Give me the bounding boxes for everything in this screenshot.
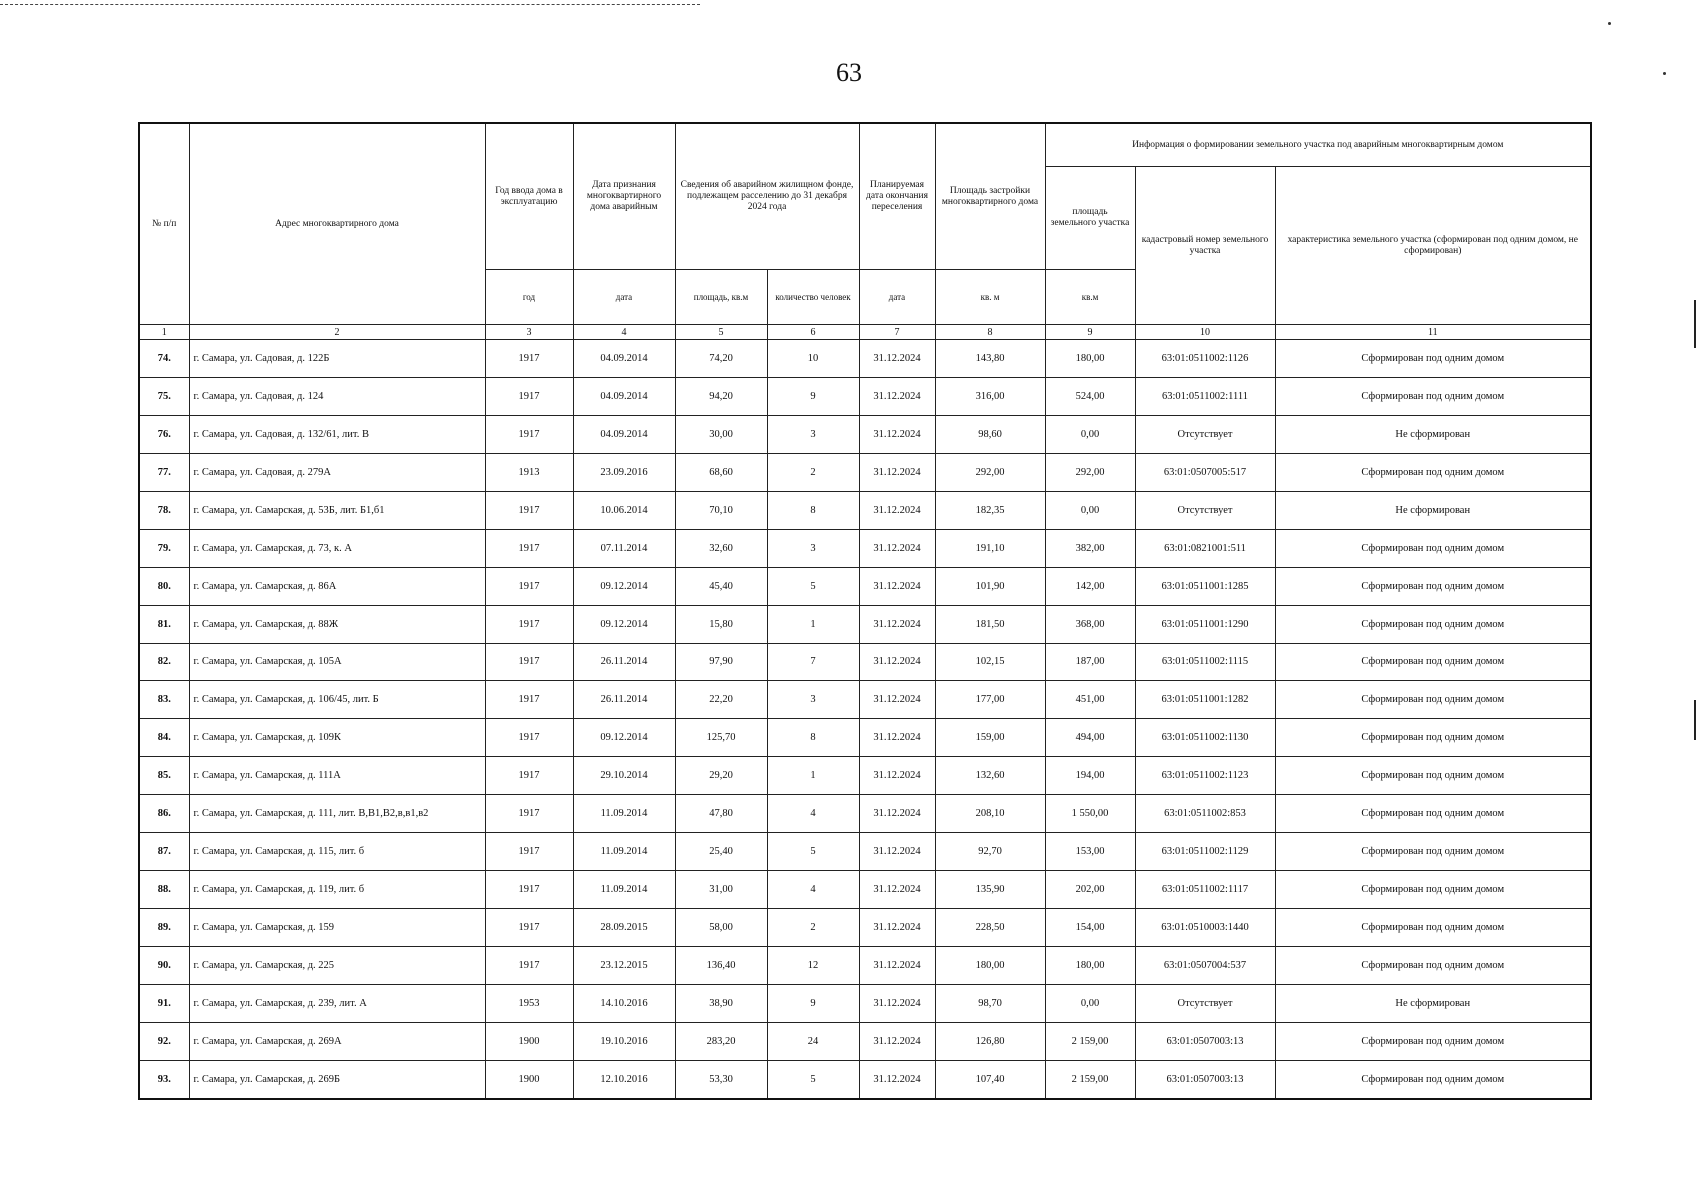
column-number: 8	[935, 325, 1045, 340]
land-status-cell: Сформирован под одним домом	[1275, 1060, 1591, 1099]
address-cell: г. Самара, ул. Самарская, д. 105А	[189, 643, 485, 681]
row-number: 85.	[139, 757, 189, 795]
table-row	[139, 871, 1591, 909]
table-row	[139, 757, 1591, 795]
cadastral-number-cell: 63:01:0507003:13	[1135, 1022, 1275, 1060]
address-cell: г. Самара, ул. Самарская, д. 53Б, лит. Б1,б1	[189, 491, 485, 529]
recognition-date-cell: 26.11.2014	[573, 643, 675, 681]
address-cell: г. Самара, ул. Самарская, д. 111, лит. В,В1,В2,в,в1,в2	[189, 795, 485, 833]
year-cell: 1917	[485, 757, 573, 795]
area-cell: 47,80	[675, 795, 767, 833]
address-cell: г. Самара, ул. Самарская, д. 225	[189, 947, 485, 985]
area-cell: 74,20	[675, 340, 767, 378]
cadastral-number-cell: Отсутствует	[1135, 984, 1275, 1022]
header-emergency-fund: Сведения об аварийном жилищном фонде, подлежащем расселению до 31 декабря 2024 года	[675, 123, 859, 270]
recognition-date-cell: 14.10.2016	[573, 984, 675, 1022]
table-row	[139, 529, 1591, 567]
land-area-cell: 154,00	[1045, 909, 1135, 947]
table-row	[139, 605, 1591, 643]
building-area-cell: 132,60	[935, 757, 1045, 795]
row-number: 74.	[139, 340, 189, 378]
planned-date-cell: 31.12.2024	[859, 984, 935, 1022]
people-cell: 2	[767, 453, 859, 491]
year-cell: 1917	[485, 909, 573, 947]
recognition-date-cell: 04.09.2014	[573, 340, 675, 378]
planned-date-cell: 31.12.2024	[859, 947, 935, 985]
scan-edge-mark	[1694, 700, 1696, 740]
year-cell: 1917	[485, 719, 573, 757]
cadastral-number-cell: 63:01:0511002:1129	[1135, 833, 1275, 871]
land-area-cell: 2 159,00	[1045, 1022, 1135, 1060]
cadastral-number-cell: 63:01:0511002:1117	[1135, 871, 1275, 909]
column-number: 11	[1275, 325, 1591, 340]
cadastral-number-cell: Отсутствует	[1135, 415, 1275, 453]
land-status-cell: Сформирован под одним домом	[1275, 947, 1591, 985]
column-number: 10	[1135, 325, 1275, 340]
land-status-cell: Сформирован под одним домом	[1275, 340, 1591, 378]
building-area-cell: 208,10	[935, 795, 1045, 833]
row-number: 81.	[139, 605, 189, 643]
header-land-area: площадь земельного участка	[1045, 167, 1135, 270]
planned-date-cell: 31.12.2024	[859, 567, 935, 605]
table-row	[139, 795, 1591, 833]
cadastral-number-cell: 63:01:0511001:1290	[1135, 605, 1275, 643]
recognition-date-cell: 11.09.2014	[573, 871, 675, 909]
cadastral-number-cell: 63:01:0511001:1285	[1135, 567, 1275, 605]
land-area-cell: 142,00	[1045, 567, 1135, 605]
planned-date-cell: 31.12.2024	[859, 871, 935, 909]
people-cell: 3	[767, 415, 859, 453]
planned-date-cell: 31.12.2024	[859, 681, 935, 719]
planned-date-cell: 31.12.2024	[859, 1060, 935, 1099]
year-cell: 1917	[485, 833, 573, 871]
address-cell: г. Самара, ул. Самарская, д. 269А	[189, 1022, 485, 1060]
table-row	[139, 491, 1591, 529]
cadastral-number-cell: 63:01:0507004:537	[1135, 947, 1275, 985]
address-cell: г. Самара, ул. Садовая, д. 279А	[189, 453, 485, 491]
year-cell: 1917	[485, 795, 573, 833]
planned-date-cell: 31.12.2024	[859, 833, 935, 871]
table-row	[139, 1060, 1591, 1099]
people-cell: 1	[767, 757, 859, 795]
column-number: 6	[767, 325, 859, 340]
row-number: 83.	[139, 681, 189, 719]
land-area-cell: 180,00	[1045, 947, 1135, 985]
building-area-cell: 143,80	[935, 340, 1045, 378]
address-cell: г. Самара, ул. Садовая, д. 124	[189, 377, 485, 415]
table-row	[139, 681, 1591, 719]
building-area-cell: 126,80	[935, 1022, 1045, 1060]
recognition-date-cell: 29.10.2014	[573, 757, 675, 795]
table-row	[139, 377, 1591, 415]
people-cell: 9	[767, 377, 859, 415]
cadastral-number-cell: 63:01:0511002:1111	[1135, 377, 1275, 415]
column-number: 9	[1045, 325, 1135, 340]
planned-date-cell: 31.12.2024	[859, 491, 935, 529]
recognition-date-cell: 23.09.2016	[573, 453, 675, 491]
land-area-cell: 368,00	[1045, 605, 1135, 643]
land-area-cell: 202,00	[1045, 871, 1135, 909]
recognition-date-cell: 11.09.2014	[573, 795, 675, 833]
people-cell: 1	[767, 605, 859, 643]
unit-date: дата	[573, 270, 675, 325]
unit-year: год	[485, 270, 573, 325]
land-status-cell: Сформирован под одним домом	[1275, 871, 1591, 909]
address-cell: г. Самара, ул. Самарская, д. 239, лит. А	[189, 984, 485, 1022]
area-cell: 68,60	[675, 453, 767, 491]
page-number: 63	[836, 58, 862, 87]
address-cell: г. Самара, ул. Самарская, д. 119, лит. б	[189, 871, 485, 909]
address-cell: г. Самара, ул. Самарская, д. 88Ж	[189, 605, 485, 643]
cadastral-number-cell: 63:01:0510003:1440	[1135, 909, 1275, 947]
unit-building: кв. м	[935, 270, 1045, 325]
column-number: 3	[485, 325, 573, 340]
year-cell: 1900	[485, 1060, 573, 1099]
land-area-cell: 187,00	[1045, 643, 1135, 681]
table-body	[139, 340, 1591, 1100]
building-area-cell: 180,00	[935, 947, 1045, 985]
area-cell: 15,80	[675, 605, 767, 643]
address-cell: г. Самара, ул. Садовая, д. 122Б	[189, 340, 485, 378]
area-cell: 53,30	[675, 1060, 767, 1099]
land-status-cell: Сформирован под одним домом	[1275, 377, 1591, 415]
people-cell: 7	[767, 643, 859, 681]
people-cell: 2	[767, 909, 859, 947]
building-area-cell: 102,15	[935, 643, 1045, 681]
people-cell: 5	[767, 567, 859, 605]
row-number: 93.	[139, 1060, 189, 1099]
table-row	[139, 1022, 1591, 1060]
year-cell: 1917	[485, 529, 573, 567]
building-area-cell: 98,70	[935, 984, 1045, 1022]
land-status-cell: Сформирован под одним домом	[1275, 909, 1591, 947]
land-area-cell: 524,00	[1045, 377, 1135, 415]
people-cell: 8	[767, 491, 859, 529]
row-number: 82.	[139, 643, 189, 681]
building-area-cell: 191,10	[935, 529, 1045, 567]
recognition-date-cell: 23.12.2015	[573, 947, 675, 985]
land-area-cell: 382,00	[1045, 529, 1135, 567]
building-area-cell: 182,35	[935, 491, 1045, 529]
people-cell: 24	[767, 1022, 859, 1060]
year-cell: 1917	[485, 947, 573, 985]
row-number: 87.	[139, 833, 189, 871]
address-cell: г. Самара, ул. Самарская, д. 111А	[189, 757, 485, 795]
area-cell: 283,20	[675, 1022, 767, 1060]
table-row	[139, 719, 1591, 757]
header-cadastral: кадастровый номер земельного участка	[1135, 167, 1275, 325]
table-row	[139, 909, 1591, 947]
land-status-cell: Сформирован под одним домом	[1275, 529, 1591, 567]
row-number: 84.	[139, 719, 189, 757]
land-area-cell: 0,00	[1045, 415, 1135, 453]
land-area-cell: 0,00	[1045, 491, 1135, 529]
unit-land: кв.м	[1045, 270, 1135, 325]
recognition-date-cell: 10.06.2014	[573, 491, 675, 529]
land-status-cell: Сформирован под одним домом	[1275, 833, 1591, 871]
area-cell: 58,00	[675, 909, 767, 947]
table-row	[139, 567, 1591, 605]
land-status-cell: Сформирован под одним домом	[1275, 453, 1591, 491]
column-number: 2	[189, 325, 485, 340]
recognition-date-cell: 09.12.2014	[573, 719, 675, 757]
year-cell: 1917	[485, 491, 573, 529]
building-area-cell: 92,70	[935, 833, 1045, 871]
building-area-cell: 316,00	[935, 377, 1045, 415]
building-area-cell: 135,90	[935, 871, 1045, 909]
building-area-cell: 107,40	[935, 1060, 1045, 1099]
row-number: 90.	[139, 947, 189, 985]
header-recognition-date: Дата признания многоквартирного дома аварийным	[573, 123, 675, 270]
land-status-cell: Сформирован под одним домом	[1275, 605, 1591, 643]
table-row	[139, 643, 1591, 681]
people-cell: 5	[767, 833, 859, 871]
planned-date-cell: 31.12.2024	[859, 719, 935, 757]
recognition-date-cell: 09.12.2014	[573, 605, 675, 643]
cadastral-number-cell: 63:01:0511002:1115	[1135, 643, 1275, 681]
land-status-cell: Сформирован под одним домом	[1275, 757, 1591, 795]
address-cell: г. Самара, ул. Садовая, д. 132/61, лит. В	[189, 415, 485, 453]
column-number-row	[139, 325, 1591, 340]
people-cell: 9	[767, 984, 859, 1022]
year-cell: 1917	[485, 415, 573, 453]
unit-area: площадь, кв.м	[675, 270, 767, 325]
recognition-date-cell: 07.11.2014	[573, 529, 675, 567]
building-area-cell: 98,60	[935, 415, 1045, 453]
land-status-cell: Сформирован под одним домом	[1275, 567, 1591, 605]
unit-planned: дата	[859, 270, 935, 325]
table-row	[139, 340, 1591, 378]
land-area-cell: 451,00	[1045, 681, 1135, 719]
people-cell: 4	[767, 871, 859, 909]
address-cell: г. Самара, ул. Самарская, д. 86А	[189, 567, 485, 605]
people-cell: 3	[767, 681, 859, 719]
column-number: 5	[675, 325, 767, 340]
row-number: 77.	[139, 453, 189, 491]
address-cell: г. Самара, ул. Самарская, д. 269Б	[189, 1060, 485, 1099]
land-status-cell: Не сформирован	[1275, 415, 1591, 453]
row-number: 75.	[139, 377, 189, 415]
building-area-cell: 292,00	[935, 453, 1045, 491]
column-number: 7	[859, 325, 935, 340]
unit-people: количество человек	[767, 270, 859, 325]
row-number: 86.	[139, 795, 189, 833]
year-cell: 1917	[485, 871, 573, 909]
area-cell: 25,40	[675, 833, 767, 871]
year-cell: 1917	[485, 377, 573, 415]
year-cell: 1917	[485, 643, 573, 681]
row-number: 91.	[139, 984, 189, 1022]
table-row	[139, 984, 1591, 1022]
land-status-cell: Сформирован под одним домом	[1275, 719, 1591, 757]
people-cell: 10	[767, 340, 859, 378]
emergency-housing-table	[138, 122, 1592, 1100]
land-area-cell: 153,00	[1045, 833, 1135, 871]
people-cell: 3	[767, 529, 859, 567]
land-area-cell: 0,00	[1045, 984, 1135, 1022]
area-cell: 136,40	[675, 947, 767, 985]
area-cell: 70,10	[675, 491, 767, 529]
scan-speck	[1608, 22, 1611, 25]
year-cell: 1917	[485, 605, 573, 643]
land-status-cell: Сформирован под одним домом	[1275, 1022, 1591, 1060]
area-cell: 22,20	[675, 681, 767, 719]
scan-artifact-line	[0, 4, 700, 6]
row-number: 79.	[139, 529, 189, 567]
building-area-cell: 101,90	[935, 567, 1045, 605]
cadastral-number-cell: Отсутствует	[1135, 491, 1275, 529]
people-cell: 4	[767, 795, 859, 833]
land-area-cell: 180,00	[1045, 340, 1135, 378]
area-cell: 45,40	[675, 567, 767, 605]
people-cell: 12	[767, 947, 859, 985]
year-cell: 1900	[485, 1022, 573, 1060]
planned-date-cell: 31.12.2024	[859, 605, 935, 643]
planned-date-cell: 31.12.2024	[859, 909, 935, 947]
year-cell: 1917	[485, 681, 573, 719]
land-area-cell: 494,00	[1045, 719, 1135, 757]
table-row	[139, 833, 1591, 871]
row-number: 88.	[139, 871, 189, 909]
people-cell: 5	[767, 1060, 859, 1099]
header-planned-date: Планируемая дата окончания переселения	[859, 123, 935, 270]
cadastral-number-cell: 63:01:0511001:1282	[1135, 681, 1275, 719]
header-address: Адрес многоквартирного дома	[189, 123, 485, 325]
recognition-date-cell: 09.12.2014	[573, 567, 675, 605]
planned-date-cell: 31.12.2024	[859, 795, 935, 833]
header-num: № п/п	[139, 123, 189, 325]
column-number: 4	[573, 325, 675, 340]
row-number: 89.	[139, 909, 189, 947]
year-cell: 1917	[485, 567, 573, 605]
area-cell: 97,90	[675, 643, 767, 681]
row-number: 92.	[139, 1022, 189, 1060]
building-area-cell: 159,00	[935, 719, 1045, 757]
cadastral-number-cell: 63:01:0511002:1123	[1135, 757, 1275, 795]
address-cell: г. Самара, ул. Самарская, д. 159	[189, 909, 485, 947]
address-cell: г. Самара, ул. Самарская, д. 106/45, лит. Б	[189, 681, 485, 719]
year-cell: 1913	[485, 453, 573, 491]
people-cell: 8	[767, 719, 859, 757]
building-area-cell: 177,00	[935, 681, 1045, 719]
land-area-cell: 1 550,00	[1045, 795, 1135, 833]
planned-date-cell: 31.12.2024	[859, 1022, 935, 1060]
planned-date-cell: 31.12.2024	[859, 415, 935, 453]
land-status-cell: Сформирован под одним домом	[1275, 795, 1591, 833]
building-area-cell: 228,50	[935, 909, 1045, 947]
cadastral-number-cell: 63:01:0511002:853	[1135, 795, 1275, 833]
cadastral-number-cell: 63:01:0511002:1130	[1135, 719, 1275, 757]
planned-date-cell: 31.12.2024	[859, 377, 935, 415]
address-cell: г. Самара, ул. Самарская, д. 73, к. А	[189, 529, 485, 567]
land-area-cell: 292,00	[1045, 453, 1135, 491]
column-number: 1	[139, 325, 189, 340]
row-number: 78.	[139, 491, 189, 529]
scan-edge-mark	[1694, 300, 1696, 348]
area-cell: 30,00	[675, 415, 767, 453]
recognition-date-cell: 26.11.2014	[573, 681, 675, 719]
land-area-cell: 2 159,00	[1045, 1060, 1135, 1099]
header-year: Год ввода дома в эксплуатацию	[485, 123, 573, 270]
area-cell: 29,20	[675, 757, 767, 795]
row-number: 76.	[139, 415, 189, 453]
area-cell: 94,20	[675, 377, 767, 415]
year-cell: 1917	[485, 340, 573, 378]
land-area-cell: 194,00	[1045, 757, 1135, 795]
table-row	[139, 947, 1591, 985]
table-row	[139, 453, 1591, 491]
planned-date-cell: 31.12.2024	[859, 340, 935, 378]
address-cell: г. Самара, ул. Самарская, д. 109К	[189, 719, 485, 757]
header-building-area: Площадь застройки многоквартирного дома	[935, 123, 1045, 270]
recognition-date-cell: 11.09.2014	[573, 833, 675, 871]
recognition-date-cell: 28.09.2015	[573, 909, 675, 947]
planned-date-cell: 31.12.2024	[859, 643, 935, 681]
recognition-date-cell: 04.09.2014	[573, 415, 675, 453]
row-number: 80.	[139, 567, 189, 605]
area-cell: 32,60	[675, 529, 767, 567]
table-row	[139, 415, 1591, 453]
cadastral-number-cell: 63:01:0507003:13	[1135, 1060, 1275, 1099]
area-cell: 38,90	[675, 984, 767, 1022]
cadastral-number-cell: 63:01:0821001:511	[1135, 529, 1275, 567]
land-status-cell: Не сформирован	[1275, 491, 1591, 529]
land-status-cell: Не сформирован	[1275, 984, 1591, 1022]
address-cell: г. Самара, ул. Самарская, д. 115, лит. б	[189, 833, 485, 871]
planned-date-cell: 31.12.2024	[859, 757, 935, 795]
building-area-cell: 181,50	[935, 605, 1045, 643]
year-cell: 1953	[485, 984, 573, 1022]
header-land-info: Информация о формировании земельного участка под аварийным многоквартирным домом	[1045, 123, 1591, 167]
cadastral-number-cell: 63:01:0511002:1126	[1135, 340, 1275, 378]
recognition-date-cell: 19.10.2016	[573, 1022, 675, 1060]
header-characteristic: характеристика земельного участка (сформирован под одним домом, не сформирован)	[1275, 167, 1591, 325]
area-cell: 125,70	[675, 719, 767, 757]
recognition-date-cell: 12.10.2016	[573, 1060, 675, 1099]
recognition-date-cell: 04.09.2014	[573, 377, 675, 415]
cadastral-number-cell: 63:01:0507005:517	[1135, 453, 1275, 491]
planned-date-cell: 31.12.2024	[859, 453, 935, 491]
land-status-cell: Сформирован под одним домом	[1275, 681, 1591, 719]
planned-date-cell: 31.12.2024	[859, 529, 935, 567]
land-status-cell: Сформирован под одним домом	[1275, 643, 1591, 681]
area-cell: 31,00	[675, 871, 767, 909]
